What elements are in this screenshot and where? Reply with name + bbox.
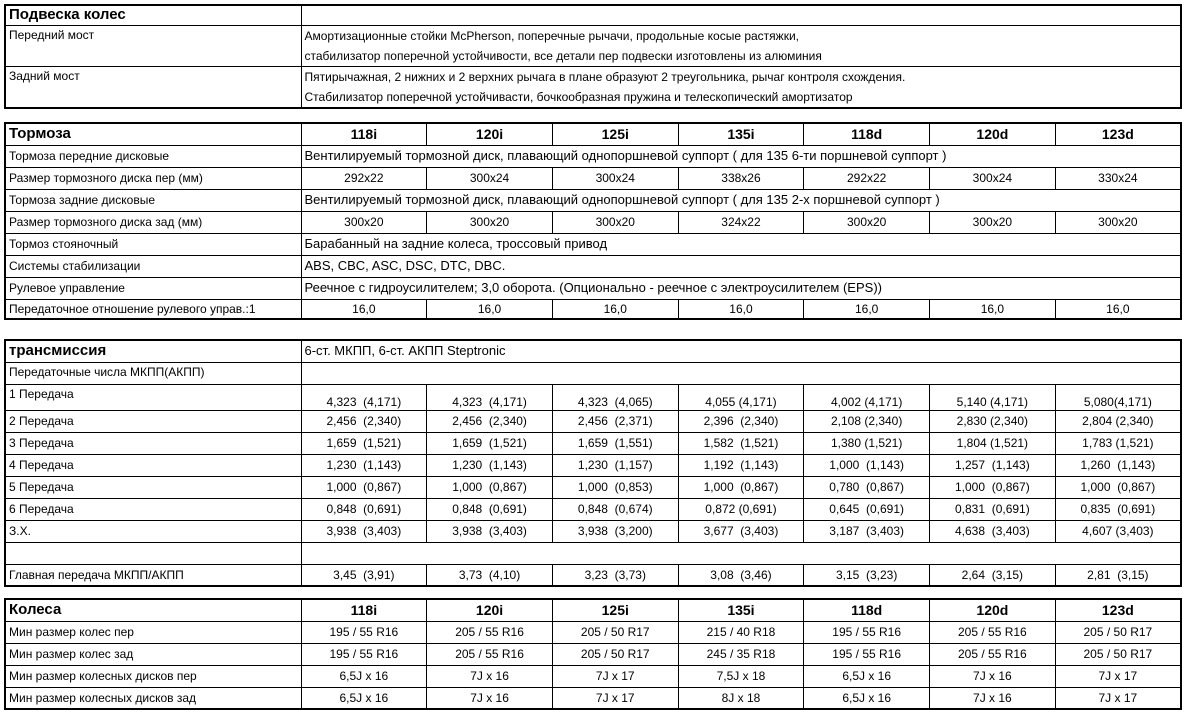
model-header: 135i (678, 123, 804, 145)
front-disc-size-cell: 292x22 (804, 167, 930, 189)
gear-ratio-cell: 0,835 (0,691) (1055, 498, 1181, 520)
front-disc-size-label: Размер тормозного диска пер (мм) (5, 167, 301, 189)
final-drive-cell: 3,08 (3,46) (678, 564, 804, 586)
transmission-table (4, 339, 1182, 587)
steering-ratio-cell: 16,0 (678, 299, 804, 319)
front-disc-size-cell: 292x22 (301, 167, 427, 189)
gear-ratio-cell: 0,872 (0,691) (678, 498, 804, 520)
gear-ratio-cell: 5,140 (4,171) (930, 384, 1056, 410)
gear-ratio-cell: 1,380 (1,521) (804, 432, 930, 454)
front-axle-label: Передний мост (5, 25, 301, 66)
wheels-table (4, 598, 1182, 710)
wheel-row (5, 643, 1181, 665)
gear-ratio-cell: 1,000 (0,867) (301, 476, 427, 498)
gear-label: 4 Передача (5, 454, 301, 476)
wheel-size-cell: 195 / 55 R16 (804, 643, 930, 665)
suspension-table (4, 4, 1182, 109)
suspension-title: Подвеска колес (5, 5, 301, 25)
gear-ratio-cell: 1,192 (1,143) (678, 454, 804, 476)
wheel-row-label: Мин размер колесных дисков зад (5, 687, 301, 709)
gear-label: 2 Передача (5, 410, 301, 432)
gear-ratio-cell: 3,677 (3,403) (678, 520, 804, 542)
gear-ratio-cell: 4,638 (3,403) (930, 520, 1056, 542)
gear-ratio-cell: 1,260 (1,143) (1055, 454, 1181, 476)
rear-disc-size-cell: 300x20 (1055, 211, 1181, 233)
gear-ratio-cell: 2,456 (2,371) (552, 410, 678, 432)
rear-disc-size-cell: 300x20 (427, 211, 553, 233)
model-header: 135i (678, 599, 804, 621)
front-disc-size-cell: 300x24 (427, 167, 553, 189)
steering-ratio-cell: 16,0 (1055, 299, 1181, 319)
wheel-size-cell: 6,5J x 16 (804, 665, 930, 687)
gear-ratio-cell: 1,000 (0,867) (678, 476, 804, 498)
wheel-size-cell: 7J x 17 (1055, 687, 1181, 709)
gear-ratio-cell: 1,000 (0,853) (552, 476, 678, 498)
wheel-size-cell: 7J x 16 (930, 687, 1056, 709)
model-header: 118d (804, 599, 930, 621)
gear-ratio-cell: 1,000 (0,867) (930, 476, 1056, 498)
steering-ratio-cell: 16,0 (804, 299, 930, 319)
steering-ratio-cell: 16,0 (301, 299, 427, 319)
rear-axle-value: Пятирычажная, 2 нижних и 2 верхних рычага в плане образуют 2 треугольника, рычаг контроля схождения. Стабилизатор поперечной устойчивасти, бочкообразная пружина и телескопический амортизатор (301, 66, 1181, 108)
gear-row (5, 520, 1181, 542)
stability-label: Системы стабилизации (5, 255, 301, 277)
model-header: 123d (1055, 599, 1181, 621)
gear-row (5, 410, 1181, 432)
spacer-value (301, 542, 1181, 564)
gear-ratio-cell: 2,456 (2,340) (301, 410, 427, 432)
gear-row (5, 498, 1181, 520)
gear-row (5, 432, 1181, 454)
wheel-size-cell: 205 / 55 R16 (427, 643, 553, 665)
model-header: 118i (301, 123, 427, 145)
gear-ratio-cell: 1,659 (1,521) (301, 432, 427, 454)
wheel-size-cell: 7J x 16 (427, 665, 553, 687)
gear-ratio-cell: 4,607 (3,403) (1055, 520, 1181, 542)
gear-ratio-cell: 1,230 (1,143) (301, 454, 427, 476)
steering-ratio-cell: 16,0 (930, 299, 1056, 319)
steering-value: Реечное с гидроусилителем; 3,0 оборота. (Опционально - реечное с электроусилителем (EPS)) (301, 277, 1181, 299)
wheel-row (5, 621, 1181, 643)
gear-ratio-cell: 1,659 (1,551) (552, 432, 678, 454)
gear-ratio-cell: 1,000 (1,143) (804, 454, 930, 476)
wheel-size-cell: 6,5J x 16 (301, 687, 427, 709)
rear-axle-label: Задний мост (5, 66, 301, 108)
transmission-type: 6-ст. МКПП, 6-ст. АКПП Steptronic (301, 340, 1181, 362)
steering-ratio-label: Передаточное отношение рулевого управ.:1 (5, 299, 301, 319)
wheel-size-cell: 7J x 16 (427, 687, 553, 709)
gear-ratio-cell: 0,831 (0,691) (930, 498, 1056, 520)
wheel-size-cell: 7J x 16 (930, 665, 1056, 687)
wheel-size-cell: 205 / 50 R17 (1055, 643, 1181, 665)
gear-ratio-cell: 1,257 (1,143) (930, 454, 1056, 476)
gear-ratio-cell: 4,323 (4,171) (301, 384, 427, 410)
gear-row (5, 476, 1181, 498)
wheel-size-cell: 205 / 55 R16 (930, 621, 1056, 643)
front-brakes-value: Вентилируемый тормозной диск, плавающий однопоршневой суппорт ( для 135 6-ти поршневой суппорт ) (301, 145, 1181, 167)
model-header: 123d (1055, 123, 1181, 145)
gear-ratio-cell: 4,055 (4,171) (678, 384, 804, 410)
gear-ratio-cell: 2,396 (2,340) (678, 410, 804, 432)
gear-ratio-cell: 2,804 (2,340) (1055, 410, 1181, 432)
rear-disc-size-label: Размер тормозного диска зад (мм) (5, 211, 301, 233)
gear-ratio-cell: 4,323 (4,171) (427, 384, 553, 410)
gear-ratios-label: Передаточные числа МКПП(АКПП) (5, 362, 301, 384)
gear-ratio-cell: 0,848 (0,691) (427, 498, 553, 520)
front-axle-value: Амортизационные стойки McPherson, поперечные рычачи, продольные косые растяжки, стабилизатор поперечной устойчивости, все детали пер подвески изготовлены из алюминия (301, 25, 1181, 66)
model-header: 120i (427, 123, 553, 145)
rear-disc-size-cell: 300x20 (804, 211, 930, 233)
gear-ratio-cell: 3,938 (3,200) (552, 520, 678, 542)
model-header: 118d (804, 123, 930, 145)
gear-row (5, 384, 1181, 410)
gear-ratio-cell: 3,938 (3,403) (301, 520, 427, 542)
wheel-row (5, 687, 1181, 709)
gear-ratio-cell: 1,804 (1,521) (930, 432, 1056, 454)
gear-ratio-cell: 5,080(4,171) (1055, 384, 1181, 410)
rear-disc-size-cell: 300x20 (930, 211, 1056, 233)
stability-value: ABS, CBC, ASC, DSC, DTC, DBC. (301, 255, 1181, 277)
gear-ratio-cell: 2,456 (2,340) (427, 410, 553, 432)
rear-disc-size-cell: 324x22 (678, 211, 804, 233)
final-drive-cell: 2,64 (3,15) (930, 564, 1056, 586)
model-header: 118i (301, 599, 427, 621)
front-disc-size-cell: 300x24 (552, 167, 678, 189)
wheel-size-cell: 205 / 55 R16 (427, 621, 553, 643)
gear-label: 6 Передача (5, 498, 301, 520)
front-disc-size-cell: 330x24 (1055, 167, 1181, 189)
wheel-size-cell: 8J x 18 (678, 687, 804, 709)
gear-label: 1 Передача (5, 384, 301, 410)
wheel-row (5, 665, 1181, 687)
wheel-size-cell: 6,5J x 16 (301, 665, 427, 687)
steering-ratio-cell: 16,0 (552, 299, 678, 319)
wheel-row-label: Мин размер колес пер (5, 621, 301, 643)
suspension-title-value (301, 5, 1181, 25)
wheel-size-cell: 195 / 55 R16 (301, 643, 427, 665)
gear-ratio-cell: 0,645 (0,691) (804, 498, 930, 520)
gear-ratio-cell: 1,230 (1,157) (552, 454, 678, 476)
final-drive-cell: 3,23 (3,73) (552, 564, 678, 586)
gear-ratios-spacer (301, 362, 1181, 384)
gear-ratio-cell: 0,848 (0,674) (552, 498, 678, 520)
model-header: 120d (930, 599, 1056, 621)
wheel-size-cell: 7J x 17 (552, 687, 678, 709)
final-drive-cell: 2,81 (3,15) (1055, 564, 1181, 586)
transmission-title: трансмиссия (5, 340, 301, 362)
gear-ratio-cell: 0,780 (0,867) (804, 476, 930, 498)
gear-ratio-cell: 1,000 (0,867) (427, 476, 553, 498)
gear-ratio-cell: 1,659 (1,521) (427, 432, 553, 454)
wheel-size-cell: 195 / 55 R16 (301, 621, 427, 643)
wheel-size-cell: 245 / 35 R18 (678, 643, 804, 665)
gear-ratio-cell: 2,108 (2,340) (804, 410, 930, 432)
model-header: 125i (552, 599, 678, 621)
front-disc-size-cell: 300x24 (930, 167, 1056, 189)
gear-row (5, 454, 1181, 476)
rear-brakes-label: Тормоза задние дисковые (5, 189, 301, 211)
wheel-size-cell: 205 / 50 R17 (552, 621, 678, 643)
steering-ratio-cell: 16,0 (427, 299, 553, 319)
gear-ratio-cell: 1,582 (1,521) (678, 432, 804, 454)
final-drive-cell: 3,15 (3,23) (804, 564, 930, 586)
wheels-title: Колеса (5, 599, 301, 621)
wheel-size-cell: 6,5J x 16 (804, 687, 930, 709)
spacer-label (5, 542, 301, 564)
wheel-row-label: Мин размер колесных дисков пер (5, 665, 301, 687)
brakes-title: Тормоза (5, 123, 301, 145)
gear-ratio-cell: 4,323 (4,065) (552, 384, 678, 410)
gear-ratio-cell: 4,002 (4,171) (804, 384, 930, 410)
gear-ratio-cell: 1,230 (1,143) (427, 454, 553, 476)
wheel-size-cell: 205 / 50 R17 (552, 643, 678, 665)
gear-ratio-cell: 1,000 (0,867) (1055, 476, 1181, 498)
rear-disc-size-cell: 300x20 (301, 211, 427, 233)
gear-ratio-cell: 3,938 (3,403) (427, 520, 553, 542)
model-header: 120i (427, 599, 553, 621)
gear-ratio-cell: 2,830 (2,340) (930, 410, 1056, 432)
gear-ratio-cell: 1,783 (1,521) (1055, 432, 1181, 454)
front-disc-size-cell: 338x26 (678, 167, 804, 189)
parking-brake-value: Барабанный на задние колеса, троссовый привод (301, 233, 1181, 255)
brakes-header-row (5, 123, 1181, 145)
gear-label: З.Х. (5, 520, 301, 542)
rear-disc-size-cell: 300x20 (552, 211, 678, 233)
final-drive-cell: 3,45 (3,91) (301, 564, 427, 586)
wheel-size-cell: 205 / 50 R17 (1055, 621, 1181, 643)
gear-ratio-cell: 0,848 (0,691) (301, 498, 427, 520)
parking-brake-label: Тормоз стояночный (5, 233, 301, 255)
front-brakes-label: Тормоза передние дисковые (5, 145, 301, 167)
steering-label: Рулевое управление (5, 277, 301, 299)
wheel-size-cell: 205 / 55 R16 (930, 643, 1056, 665)
gear-ratio-cell: 3,187 (3,403) (804, 520, 930, 542)
wheel-size-cell: 7J x 17 (1055, 665, 1181, 687)
wheel-size-cell: 215 / 40 R18 (678, 621, 804, 643)
model-header: 125i (552, 123, 678, 145)
wheel-size-cell: 7,5J x 18 (678, 665, 804, 687)
wheel-row-label: Мин размер колес зад (5, 643, 301, 665)
wheel-size-cell: 7J x 17 (552, 665, 678, 687)
gear-label: 3 Передача (5, 432, 301, 454)
final-drive-cell: 3,73 (4,10) (427, 564, 553, 586)
gear-label: 5 Передача (5, 476, 301, 498)
brakes-table (4, 122, 1182, 320)
model-header: 120d (930, 123, 1056, 145)
rear-brakes-value: Вентилируемый тормозной диск, плавающий однопоршневой суппорт ( для 135 2-х поршневой суппорт ) (301, 189, 1181, 211)
wheel-size-cell: 195 / 55 R16 (804, 621, 930, 643)
final-drive-label: Главная передача МКПП/АКПП (5, 564, 301, 586)
